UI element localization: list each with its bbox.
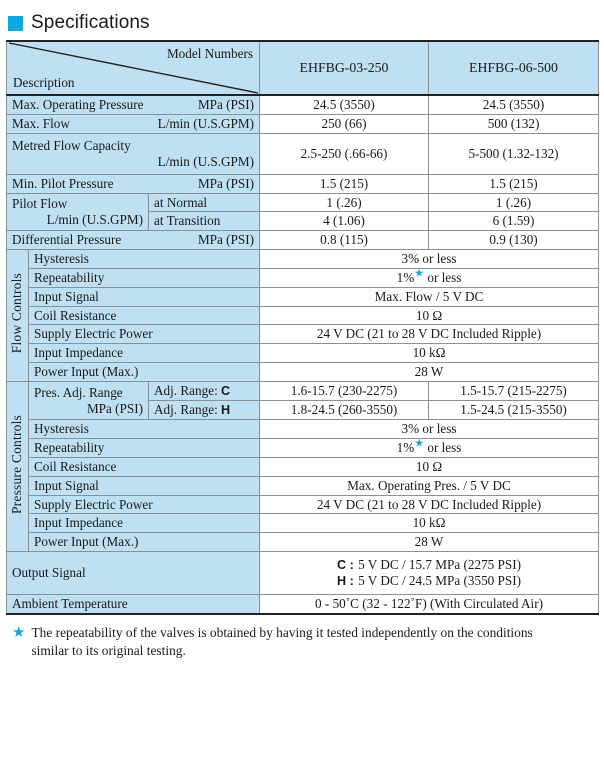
row-label-fc-coil-resistance: Coil Resistance	[29, 306, 260, 325]
row-label-pc-repeatability: Repeatability	[29, 439, 260, 458]
table-row	[7, 193, 599, 212]
row-value: 0.8 (115)	[260, 231, 429, 250]
row-value: 1.6-15.7 (230-2275)	[260, 381, 429, 400]
table-row	[7, 552, 599, 595]
row-value: 24.5 (3550)	[260, 95, 429, 114]
row-value: 1 (.26)	[429, 193, 599, 212]
title-bullet-icon	[8, 16, 23, 31]
row-label-fc-input-impedance: Input Impedance	[29, 344, 260, 363]
row-value: 10 kΩ	[260, 344, 599, 363]
output-signal-text-c: 5 V DC / 15.7 MPa (2275 PSI)	[358, 556, 522, 572]
row-label-text: Max. Operating Pressure	[12, 97, 144, 112]
row-value: 0 - 50˚C (32 - 122˚F) (With Circulated Air)	[260, 595, 599, 614]
table-row	[7, 457, 599, 476]
table-row	[7, 344, 599, 363]
row-label-output-signal: Output Signal	[7, 552, 260, 595]
specifications-table-wrapper	[0, 40, 604, 615]
row-value: 1.5 (215)	[260, 174, 429, 193]
model-header-1: EHFBG-03-250	[260, 41, 429, 95]
row-unit-text: MPa (PSI)	[197, 175, 255, 191]
row-label-pc-supply-electric-power: Supply Electric Power	[29, 495, 260, 514]
table-row	[7, 133, 599, 174]
table-row	[7, 381, 599, 400]
row-unit-text: MPa (PSI)	[197, 97, 255, 112]
row-value: 6 (1.59)	[429, 212, 599, 231]
table-row	[7, 595, 599, 614]
table-row	[7, 287, 599, 306]
row-unit-text: MPa (PSI)	[197, 232, 255, 248]
adj-range-sublabel-h	[149, 401, 260, 420]
row-label-pc-input-impedance: Input Impedance	[29, 514, 260, 533]
row-label-ambient-temperature: Ambient Temperature	[7, 595, 260, 614]
row-label-fc-hysteresis: Hysteresis	[29, 250, 260, 269]
table-row	[7, 495, 599, 514]
row-label-pc-power-input-max: Power Input (Max.)	[29, 533, 260, 552]
row-label-pc-coil-resistance: Coil Resistance	[29, 457, 260, 476]
pilot-flow-sublabel-at-normal: at Normal	[149, 193, 260, 212]
table-row	[7, 363, 599, 382]
row-label-fc-supply-electric-power: Supply Electric Power	[29, 325, 260, 344]
row-label-fc-repeatability: Repeatability	[29, 268, 260, 287]
row-label-differential-pressure	[7, 231, 260, 250]
table-row	[7, 439, 599, 458]
star-icon: ★	[414, 437, 425, 450]
table-header-row	[7, 41, 599, 95]
row-value: 24.5 (3550)	[429, 95, 599, 114]
pres-adj-range-label-line2: MPa (PSI)	[86, 400, 143, 416]
row-label-pilot-flow	[7, 193, 149, 231]
footnote-text: The repeatability of the valves is obtained by having it tested independently on the conditions similar to its original testing.	[31, 624, 533, 659]
table-row	[7, 250, 599, 269]
row-label-metred-flow-capacity	[7, 133, 260, 174]
star-icon: ★	[12, 624, 26, 641]
row-label-pc-hysteresis: Hysteresis	[29, 420, 260, 439]
table-row	[7, 420, 599, 439]
adj-range-mark-c: C	[221, 383, 231, 398]
row-label-text: Max. Flow	[12, 115, 70, 131]
header-corner-cell	[7, 41, 260, 95]
table-row	[7, 95, 599, 114]
row-value: 10 Ω	[260, 457, 599, 476]
row-value: 1.5-15.7 (215-2275)	[429, 381, 599, 400]
row-label-max-flow	[7, 114, 260, 133]
row-label-pres-adj-range	[29, 381, 149, 419]
row-unit-text: L/min (U.S.GPM)	[157, 115, 255, 131]
model-numbers-label: Model Numbers	[166, 46, 254, 61]
row-value: 1 (.26)	[260, 193, 429, 212]
row-value: 28 W	[260, 363, 599, 382]
row-label-text: Differential Pressure	[12, 232, 122, 248]
table-row	[7, 476, 599, 495]
row-value: 10 kΩ	[260, 514, 599, 533]
table-row	[7, 514, 599, 533]
adj-range-sublabel-c	[149, 381, 260, 400]
footnote	[0, 615, 604, 660]
row-value: 10 Ω	[260, 306, 599, 325]
row-value-pre: 1%	[396, 440, 415, 456]
row-value: 500 (132)	[429, 114, 599, 133]
specifications-table	[6, 40, 599, 615]
row-value	[260, 439, 599, 458]
row-value: 24 V DC (21 to 28 V DC Included Ripple)	[260, 325, 599, 344]
pilot-flow-sublabel-at-transition: at Transition	[149, 212, 260, 231]
table-row	[7, 268, 599, 287]
row-value: Max. Operating Pres. / 5 V DC	[260, 476, 599, 495]
output-signal-line-h	[265, 573, 593, 589]
model-header-2: EHFBG-06-500	[429, 41, 599, 95]
table-row	[7, 114, 599, 133]
star-icon: ★	[414, 267, 425, 280]
row-value: 1.8-24.5 (260-3550)	[260, 401, 429, 420]
output-signal-mark-h: H :	[337, 574, 354, 589]
row-label-fc-input-signal: Input Signal	[29, 287, 260, 306]
pres-adj-range-label-line1: Pres. Adj. Range	[34, 384, 123, 400]
row-label-min-pilot-pressure	[7, 174, 260, 193]
page-title: Specifications	[31, 12, 150, 33]
table-row	[7, 231, 599, 250]
row-value-post: or less	[424, 440, 462, 456]
row-label-max-operating-pressure	[7, 95, 260, 114]
section-label-pressure-controls	[7, 381, 29, 551]
output-signal-mark-c: C :	[337, 557, 354, 572]
table-row	[7, 325, 599, 344]
table-row	[7, 533, 599, 552]
description-label: Description	[13, 75, 75, 91]
row-value-post: or less	[424, 269, 462, 285]
row-value: 1.5 (215)	[429, 174, 599, 193]
row-value	[260, 268, 599, 287]
table-row	[7, 174, 599, 193]
row-value: 3% or less	[260, 250, 599, 269]
output-signal-line-c	[265, 557, 593, 573]
row-value: 250 (66)	[260, 114, 429, 133]
row-value: 4 (1.06)	[260, 212, 429, 231]
row-value-output-signal	[260, 552, 599, 595]
row-value-pre: 1%	[396, 269, 415, 285]
section-label-text: Flow Controls	[9, 273, 25, 354]
adj-range-mark-h: H	[221, 403, 231, 418]
section-label-flow-controls	[7, 250, 29, 382]
row-unit-text: L/min (U.S.GPM)	[157, 153, 255, 169]
adj-range-sublabel-text: Adj. Range:	[154, 382, 222, 398]
table-row	[7, 306, 599, 325]
row-value: 28 W	[260, 533, 599, 552]
row-value: 3% or less	[260, 420, 599, 439]
page-title-bar	[0, 0, 604, 40]
row-label-text: Metred Flow Capacity	[12, 137, 131, 153]
section-label-text: Pressure Controls	[9, 415, 25, 515]
row-value: 2.5-250 (.66-66)	[260, 133, 429, 174]
row-value: 0.9 (130)	[429, 231, 599, 250]
row-value: Max. Flow / 5 V DC	[260, 287, 599, 306]
row-label-pc-input-signal: Input Signal	[29, 476, 260, 495]
row-value: 1.5-24.5 (215-3550)	[429, 401, 599, 420]
pilot-flow-label-line2: L/min (U.S.GPM)	[46, 211, 143, 227]
pilot-flow-label-line1: Pilot Flow	[12, 196, 68, 212]
row-label-fc-power-input-max: Power Input (Max.)	[29, 363, 260, 382]
row-label-text: Min. Pilot Pressure	[12, 175, 114, 191]
output-signal-text-h: 5 V DC / 24.5 MPa (3550 PSI)	[358, 573, 522, 589]
adj-range-sublabel-text: Adj. Range:	[154, 402, 222, 418]
row-value: 5-500 (1.32-132)	[429, 133, 599, 174]
row-value: 24 V DC (21 to 28 V DC Included Ripple)	[260, 495, 599, 514]
